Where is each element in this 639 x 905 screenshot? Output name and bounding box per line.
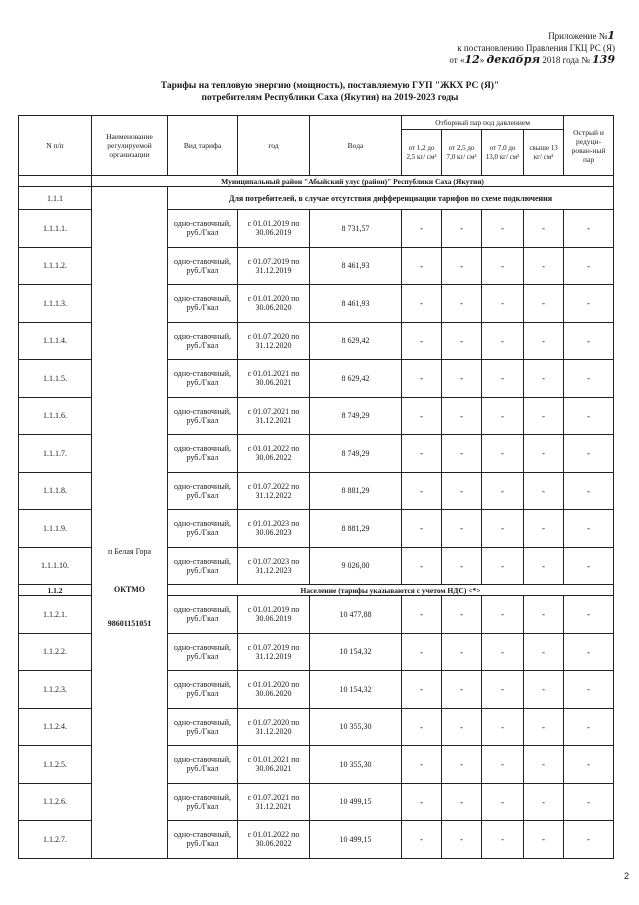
row-num: 1.1.2.6. — [19, 783, 92, 821]
section1-num: 1.1.1 — [19, 187, 92, 210]
row-sharp-steam: - — [564, 435, 614, 473]
row-steam-4: - — [524, 783, 564, 821]
row-period: с 01.01.2022 по 30.06.2022 — [238, 435, 310, 473]
tariff-table — [18, 115, 614, 859]
row-period: с 01.07.2020 по 31.12.2020 — [238, 322, 310, 360]
row-period: с 01.01.2021 по 30.06.2021 — [238, 360, 310, 398]
row-steam-3: - — [482, 547, 524, 585]
header-steam-3: от 7,0 до 13,0 кг/ см² — [482, 130, 524, 176]
row-period: с 01.07.2019 по 31.12.2019 — [238, 633, 310, 671]
header-year: год — [238, 116, 310, 176]
row-tariff-type: одно-ставочный, руб./Гкал — [168, 247, 238, 285]
org-oktmo-code: 98601151051 — [107, 619, 152, 628]
org-oktmo-label: ОКТМО — [113, 585, 146, 594]
row-water: 10 154,32 — [310, 671, 402, 709]
row-steam-4: - — [524, 596, 564, 634]
row-sharp-steam: - — [564, 783, 614, 821]
row-steam-3: - — [482, 472, 524, 510]
date-quote: » — [479, 55, 485, 65]
row-steam-2: - — [442, 783, 482, 821]
row-steam-1: - — [402, 285, 442, 323]
row-steam-1: - — [402, 547, 442, 585]
row-sharp-steam: - — [564, 596, 614, 634]
row-sharp-steam: - — [564, 510, 614, 548]
district-title: Муниципальный район "Абыйский улус (район)" Республики Саха (Якутия) — [92, 176, 614, 187]
district-spacer — [19, 176, 92, 187]
row-steam-4: - — [524, 510, 564, 548]
header-tariff-type: Вид тарифа — [168, 116, 238, 176]
row-sharp-steam: - — [564, 633, 614, 671]
row-steam-3: - — [482, 821, 524, 859]
row-period: с 01.07.2019 по 31.12.2019 — [238, 247, 310, 285]
row-water: 10 477,88 — [310, 596, 402, 634]
appendix-label: Приложение № — [548, 31, 608, 41]
row-water: 10 154,32 — [310, 633, 402, 671]
header-steam-group: Отборный пар под давлением — [402, 116, 564, 130]
row-num: 1.1.1.8. — [19, 472, 92, 510]
row-period: с 01.07.2021 по 31.12.2021 — [238, 397, 310, 435]
row-steam-1: - — [402, 671, 442, 709]
row-steam-1: - — [402, 746, 442, 784]
header-org: Наименование регулируемой организации — [92, 116, 168, 176]
row-steam-1: - — [402, 322, 442, 360]
row-steam-2: - — [442, 435, 482, 473]
row-water: 8 881,29 — [310, 510, 402, 548]
row-water: 10 499,15 — [310, 821, 402, 859]
row-steam-2: - — [442, 596, 482, 634]
date-day: 12 — [464, 53, 480, 66]
row-steam-2: - — [442, 472, 482, 510]
row-steam-1: - — [402, 783, 442, 821]
row-num: 1.1.2.7. — [19, 821, 92, 859]
row-num: 1.1.2.1. — [19, 596, 92, 634]
row-tariff-type: одно-ставочный, руб./Гкал — [168, 322, 238, 360]
org-name: п Белая Гора — [107, 547, 152, 556]
row-num: 1.1.1.7. — [19, 435, 92, 473]
row-tariff-type: одно-ставочный, руб./Гкал — [168, 360, 238, 398]
date-year: 2018 года № — [542, 55, 590, 65]
row-steam-3: - — [482, 596, 524, 634]
row-steam-3: - — [482, 360, 524, 398]
row-sharp-steam: - — [564, 547, 614, 585]
row-steam-3: - — [482, 633, 524, 671]
row-steam-2: - — [442, 633, 482, 671]
row-water: 8 629,42 — [310, 322, 402, 360]
row-steam-1: - — [402, 821, 442, 859]
row-num: 1.1.2.5. — [19, 746, 92, 784]
row-steam-4: - — [524, 821, 564, 859]
row-steam-3: - — [482, 435, 524, 473]
row-period: с 01.07.2021 по 31.12.2021 — [238, 783, 310, 821]
row-water: 8 749,29 — [310, 435, 402, 473]
header-steam-1: от 1,2 до 2,5 кг/ см² — [402, 130, 442, 176]
row-sharp-steam: - — [564, 247, 614, 285]
row-steam-4: - — [524, 547, 564, 585]
row-sharp-steam: - — [564, 397, 614, 435]
row-period: с 01.01.2019 по 30.06.2019 — [238, 596, 310, 634]
row-period: с 01.01.2020 по 30.06.2020 — [238, 671, 310, 709]
row-tariff-type: одно-ставочный, руб./Гкал — [168, 210, 238, 248]
row-steam-4: - — [524, 633, 564, 671]
row-steam-4: - — [524, 746, 564, 784]
date-month: декабря — [486, 53, 541, 66]
org-cell — [92, 187, 168, 859]
row-steam-2: - — [442, 708, 482, 746]
row-steam-4: - — [524, 322, 564, 360]
row-sharp-steam: - — [564, 708, 614, 746]
row-sharp-steam: - — [564, 360, 614, 398]
row-period: с 01.01.2019 по 30.06.2019 — [238, 210, 310, 248]
row-steam-4: - — [524, 360, 564, 398]
row-steam-3: - — [482, 322, 524, 360]
title-line1: Тарифы на тепловую энергию (мощность), поставляемую ГУП "ЖКХ РС (Я)" — [160, 81, 500, 91]
row-sharp-steam: - — [564, 746, 614, 784]
row-steam-3: - — [482, 671, 524, 709]
section2-title: Население (тарифы указываются с учетом НДС) <*> — [168, 585, 614, 596]
date-prefix: от « — [449, 55, 465, 65]
row-steam-3: - — [482, 247, 524, 285]
row-steam-2: - — [442, 746, 482, 784]
row-steam-2: - — [442, 671, 482, 709]
header-sharp-steam: Острый и редуци-рован-ный пар — [564, 116, 614, 176]
row-steam-1: - — [402, 397, 442, 435]
row-tariff-type: одно-ставочный, руб./Гкал — [168, 285, 238, 323]
header-water: Вода — [310, 116, 402, 176]
row-sharp-steam: - — [564, 210, 614, 248]
row-num: 1.1.2.2. — [19, 633, 92, 671]
row-steam-3: - — [482, 397, 524, 435]
row-tariff-type: одно-ставочный, руб./Гкал — [168, 547, 238, 585]
row-steam-1: - — [402, 360, 442, 398]
row-water: 8 461,93 — [310, 247, 402, 285]
row-steam-1: - — [402, 596, 442, 634]
row-steam-1: - — [402, 510, 442, 548]
header-steam-4: свыше 13 кг/ см² — [524, 130, 564, 176]
row-num: 1.1.1.1. — [19, 210, 92, 248]
row-water: 8 881,29 — [310, 472, 402, 510]
row-tariff-type: одно-ставочный, руб./Гкал — [168, 821, 238, 859]
row-period: с 01.01.2021 по 30.06.2021 — [238, 746, 310, 784]
row-steam-4: - — [524, 472, 564, 510]
row-tariff-type: одно-ставочный, руб./Гкал — [168, 596, 238, 634]
row-num: 1.1.2.3. — [19, 671, 92, 709]
row-tariff-type: одно-ставочный, руб./Гкал — [168, 633, 238, 671]
row-num: 1.1.1.3. — [19, 285, 92, 323]
row-steam-3: - — [482, 708, 524, 746]
row-steam-2: - — [442, 821, 482, 859]
appendix-line2: к постановлению Правления ГКЦ РС (Я) — [457, 43, 615, 53]
row-tariff-type: одно-ставочный, руб./Гкал — [168, 671, 238, 709]
row-steam-2: - — [442, 322, 482, 360]
header-num: N п/п — [19, 116, 92, 176]
row-steam-4: - — [524, 708, 564, 746]
row-period: с 01.07.2023 по 31.12.2023 — [238, 547, 310, 585]
row-num: 1.1.1.5. — [19, 360, 92, 398]
row-steam-1: - — [402, 472, 442, 510]
row-tariff-type: одно-ставочный, руб./Гкал — [168, 746, 238, 784]
row-steam-3: - — [482, 783, 524, 821]
appendix-header — [449, 30, 615, 66]
row-steam-1: - — [402, 435, 442, 473]
row-sharp-steam: - — [564, 671, 614, 709]
row-sharp-steam: - — [564, 472, 614, 510]
row-steam-3: - — [482, 210, 524, 248]
row-water: 10 355,30 — [310, 746, 402, 784]
section2-num: 1.1.2 — [19, 585, 92, 596]
row-steam-2: - — [442, 360, 482, 398]
row-sharp-steam: - — [564, 322, 614, 360]
row-steam-4: - — [524, 285, 564, 323]
row-water: 8 461,93 — [310, 285, 402, 323]
row-period: с 01.07.2020 по 31.12.2020 — [238, 708, 310, 746]
row-steam-3: - — [482, 746, 524, 784]
row-tariff-type: одно-ставочный, руб./Гкал — [168, 783, 238, 821]
row-period: с 01.01.2022 по 30.06.2022 — [238, 821, 310, 859]
row-steam-2: - — [442, 210, 482, 248]
appendix-line3 — [449, 54, 615, 66]
title-line2: потребителям Республики Саха (Якутия) на 2019-2023 годы — [201, 93, 459, 103]
decree-number: 139 — [592, 53, 615, 66]
row-steam-4: - — [524, 210, 564, 248]
row-steam-2: - — [442, 510, 482, 548]
header-steam-2: от 2,5 до 7,0 кг/ см² — [442, 130, 482, 176]
row-steam-4: - — [524, 671, 564, 709]
row-water: 8 629,42 — [310, 360, 402, 398]
row-steam-4: - — [524, 397, 564, 435]
row-num: 1.1.1.6. — [19, 397, 92, 435]
row-tariff-type: одно-ставочный, руб./Гкал — [168, 510, 238, 548]
row-steam-2: - — [442, 397, 482, 435]
row-period: с 01.07.2022 по 31.12.2022 — [238, 472, 310, 510]
row-water: 8 749,29 — [310, 397, 402, 435]
row-tariff-type: одно-ставочный, руб./Гкал — [168, 435, 238, 473]
row-steam-3: - — [482, 510, 524, 548]
row-num: 1.1.1.10. — [19, 547, 92, 585]
row-steam-4: - — [524, 435, 564, 473]
row-steam-2: - — [442, 285, 482, 323]
row-water: 9 026,00 — [310, 547, 402, 585]
row-steam-1: - — [402, 247, 442, 285]
row-num: 1.1.2.4. — [19, 708, 92, 746]
row-num: 1.1.1.4. — [19, 322, 92, 360]
page-number: 2 — [623, 871, 629, 881]
row-tariff-type: одно-ставочный, руб./Гкал — [168, 397, 238, 435]
appendix-number: 1 — [607, 29, 615, 42]
row-steam-2: - — [442, 547, 482, 585]
section1-title: Для потребителей, в случае отсутствия дифференциации тарифов по схеме подключения — [168, 187, 614, 210]
row-steam-3: - — [482, 285, 524, 323]
row-steam-4: - — [524, 247, 564, 285]
row-steam-1: - — [402, 633, 442, 671]
row-water: 10 355,30 — [310, 708, 402, 746]
row-period: с 01.01.2020 по 30.06.2020 — [238, 285, 310, 323]
row-sharp-steam: - — [564, 285, 614, 323]
row-num: 1.1.1.9. — [19, 510, 92, 548]
row-num: 1.1.1.2. — [19, 247, 92, 285]
row-water: 8 731,57 — [310, 210, 402, 248]
row-tariff-type: одно-ставочный, руб./Гкал — [168, 708, 238, 746]
row-steam-1: - — [402, 210, 442, 248]
row-steam-1: - — [402, 708, 442, 746]
appendix-line1 — [449, 30, 615, 42]
row-water: 10 499,15 — [310, 783, 402, 821]
row-period: с 01.01.2023 по 30.06.2023 — [238, 510, 310, 548]
document-title — [120, 80, 540, 104]
row-sharp-steam: - — [564, 821, 614, 859]
row-steam-2: - — [442, 247, 482, 285]
row-tariff-type: одно-ставочный, руб./Гкал — [168, 472, 238, 510]
